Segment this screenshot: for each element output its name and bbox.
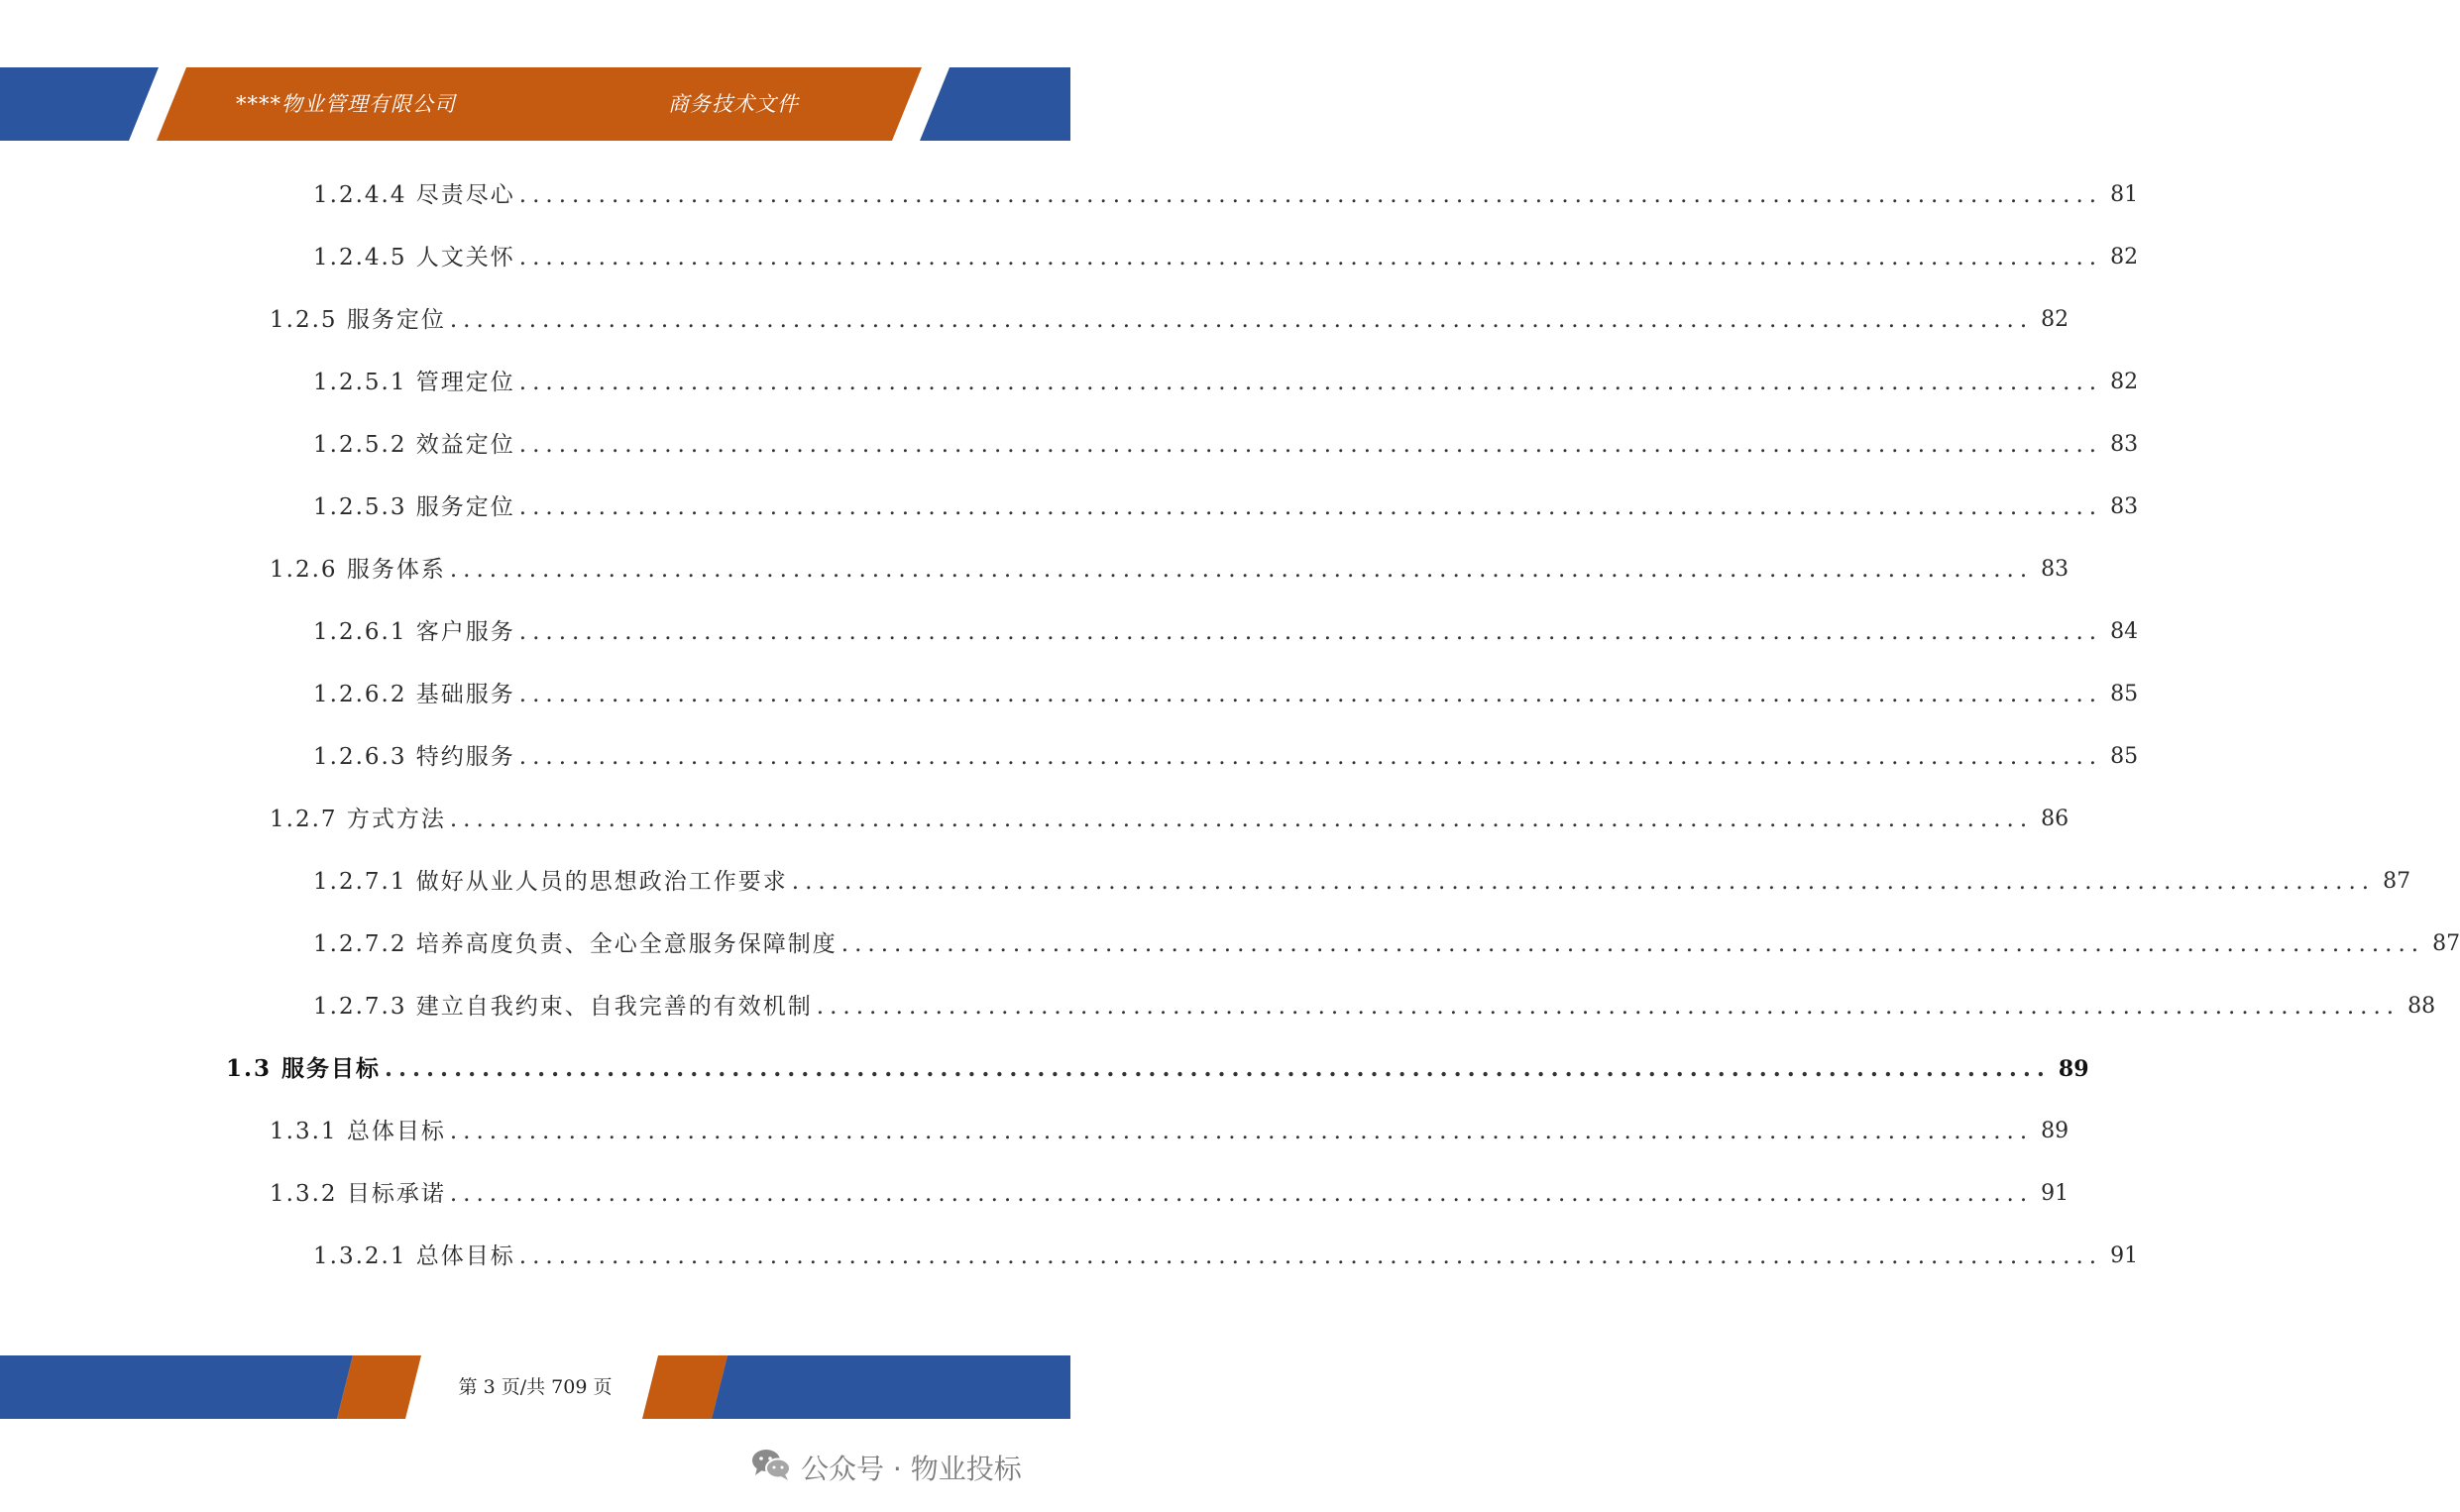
toc-dot-leader: ........................................................................................................................ [518, 682, 2103, 707]
toc-entry-page: 89 [2041, 1119, 2069, 1143]
toc-entry-page: 85 [2110, 682, 2139, 706]
toc-entry[interactable] [313, 861, 2411, 897]
toc-dot-leader: ........................................................................................................................ [449, 807, 2034, 832]
toc-entry-page: 85 [2110, 744, 2139, 769]
toc-entry-page: 83 [2110, 494, 2139, 519]
toc-entry[interactable] [270, 1173, 2069, 1209]
toc-entry-title: 1.3 服务目标 [226, 1055, 382, 1082]
toc-entry-title: 1.3.1 总体目标 [270, 1119, 446, 1144]
toc-dot-leader: ........................................................................................................................ [518, 744, 2103, 770]
toc-entry-page: 84 [2110, 619, 2139, 644]
toc-entry-page: 81 [2110, 182, 2139, 207]
toc-entry-title: 1.2.5.2 效益定位 [313, 432, 515, 458]
toc-entry-page: 83 [2110, 432, 2139, 457]
toc-entry-page: 87 [2383, 869, 2411, 894]
toc-entry[interactable] [313, 736, 2139, 772]
toc-dot-leader: ........................................................................................................................ [840, 931, 2425, 957]
toc-dot-leader: ........................................................................................................................ [791, 869, 2376, 895]
header-blue-right [920, 67, 1070, 141]
header-band-shapes [0, 67, 1070, 141]
header-band [0, 67, 1070, 141]
toc-dot-leader: ........................................................................................................................ [518, 432, 2103, 458]
footer-blue-left [0, 1355, 353, 1419]
toc-dot-leader: ........................................................................................................................ [385, 1055, 2051, 1082]
toc-entry-page: 83 [2041, 557, 2069, 582]
toc-entry[interactable] [313, 674, 2139, 709]
toc-entry-title: 1.2.7 方式方法 [270, 807, 446, 832]
current-page: 3 [483, 1376, 496, 1398]
page-counter [426, 1371, 644, 1403]
toc-entry-title: 1.2.5 服务定位 [270, 307, 446, 333]
toc-entry-page: 82 [2110, 245, 2139, 270]
toc-dot-leader: ........................................................................................................................ [816, 994, 2401, 1020]
toc-dot-leader: ........................................................................................................................ [449, 1181, 2034, 1207]
toc-entry[interactable] [313, 986, 2436, 1022]
toc-entry[interactable] [313, 1236, 2139, 1271]
footer-blue-right [712, 1355, 1070, 1419]
wechat-icon [751, 1448, 791, 1488]
page-suffix: 页 [593, 1376, 613, 1398]
toc-entry-page: 89 [2058, 1056, 2089, 1082]
toc-entry-page: 87 [2432, 931, 2460, 956]
watermark-text: 公众号 · 物业投标 [801, 1453, 1022, 1485]
toc-entry-title: 1.2.7.3 建立自我约束、自我完善的有效机制 [313, 994, 813, 1020]
toc-entry-title: 1.2.4.5 人文关怀 [313, 245, 515, 270]
toc-dot-leader: ........................................................................................................................ [518, 494, 2103, 520]
toc-entry[interactable] [270, 549, 2069, 585]
toc-entry-title: 1.2.6.3 特约服务 [313, 744, 515, 770]
toc-dot-leader: ........................................................................................................................ [449, 557, 2034, 583]
toc-entry[interactable] [313, 362, 2139, 397]
toc-entry-page: 86 [2041, 807, 2069, 831]
watermark [751, 1445, 1022, 1490]
toc-entry-title: 1.2.6.1 客户服务 [313, 619, 515, 645]
toc-entry[interactable] [313, 424, 2139, 460]
document-type: 商务技术文件 [668, 92, 799, 116]
header-blue-left [0, 67, 159, 141]
toc-entry[interactable] [270, 299, 2069, 335]
total-pages: 709 [551, 1376, 588, 1398]
company-name: ****物业管理有限公司 [236, 92, 456, 116]
toc-dot-leader: ........................................................................................................................ [518, 370, 2103, 395]
toc-entry-title: 1.2.5.3 服务定位 [313, 494, 515, 520]
toc-entry[interactable] [313, 174, 2139, 210]
toc-dot-leader: ........................................................................................................................ [518, 619, 2103, 645]
toc-dot-leader: ........................................................................................................................ [518, 245, 2103, 270]
toc-entry-page: 91 [2041, 1181, 2069, 1206]
toc-entry[interactable] [226, 1048, 2089, 1084]
toc-entry-title: 1.2.6 服务体系 [270, 557, 446, 583]
page-mid: 页/共 [501, 1376, 546, 1398]
toc-entry[interactable] [313, 486, 2139, 522]
toc-entry-title: 1.3.2 目标承诺 [270, 1181, 446, 1207]
toc-entry-title: 1.2.4.4 尽责尽心 [313, 182, 515, 208]
toc-entry[interactable] [270, 799, 2069, 834]
toc-dot-leader: ........................................................................................................................ [518, 1243, 2103, 1269]
toc-entry[interactable] [313, 237, 2139, 272]
toc-entry-title: 1.3.2.1 总体目标 [313, 1243, 515, 1269]
toc-entry[interactable] [270, 1111, 2069, 1146]
toc-entry-title: 1.2.7.1 做好从业人员的思想政治工作要求 [313, 869, 788, 895]
toc-dot-leader: ........................................................................................................................ [449, 307, 2034, 333]
toc-entry-title: 1.2.7.2 培养高度负责、全心全意服务保障制度 [313, 931, 838, 957]
toc-entry-page: 91 [2110, 1243, 2139, 1268]
page-prefix: 第 [458, 1376, 478, 1398]
toc-entry-page: 82 [2041, 307, 2069, 332]
toc-dot-leader: ........................................................................................................................ [449, 1119, 2034, 1144]
toc-entry-title: 1.2.6.2 基础服务 [313, 682, 515, 707]
toc-entry-title: 1.2.5.1 管理定位 [313, 370, 515, 395]
toc-entry-page: 82 [2110, 370, 2139, 394]
toc-entry-page: 88 [2407, 994, 2436, 1019]
toc-entry[interactable] [313, 611, 2139, 647]
toc-dot-leader: ........................................................................................................................ [518, 182, 2103, 208]
toc-entry[interactable] [313, 923, 2460, 959]
